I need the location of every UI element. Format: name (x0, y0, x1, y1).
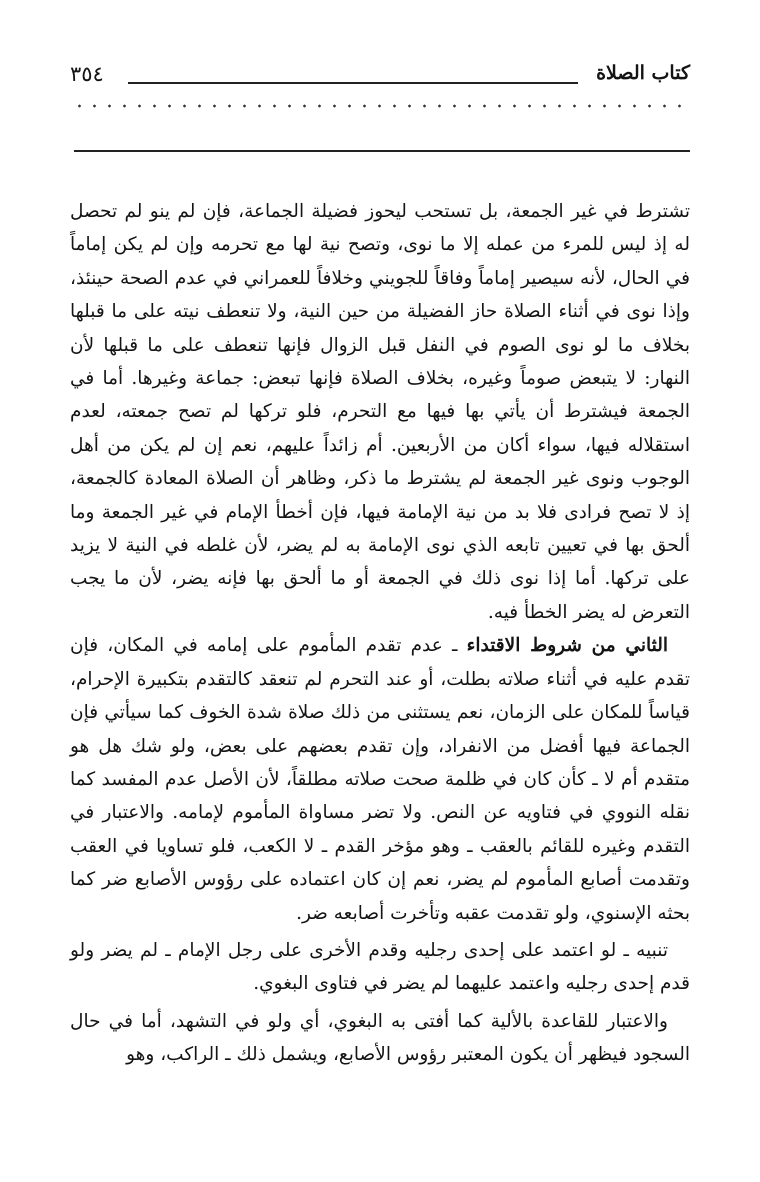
page-header (70, 62, 690, 92)
paragraph-4-text: والاعتبار للقاعدة بالألية كما أفتى به البغوي، أي ولو في التشهد، أما في حال السجود فيظهر أن يكون المعتبر رؤوس الأصابع، ويشمل ذلك ـ الراكب، وهو (70, 1010, 690, 1066)
paragraph-2-text: ـ عدم تقدم المأموم على إمامه في المكان، فإن تقدم عليه في أثناء صلاته بطلت، أو عند التحرم لم تنعقد كالتقدم بتكبيرة الإحرام، قياساً للمكان على الزمان، نعم يستثنى من ذلك صلاة شدة الخوف كما سيأتي فإن الجماعة فيها أفضل من الانفراد، وإن تقدم بعضهم على بعض، ولو شك هل هو متقدم أم لا ـ كأن كان في ظلمة صحت صلاته مطلقاً، لأن الأصل عدم المفسد كما نقله النووي في فتاويه عن النص. ولا تضر مساواة المأموم لإمامه. والاعتبار في التقدم وغيره للقائم بالعقب ـ وهو مؤخر القدم ـ لا الكعب، فلو تساويا في العقب وتقدمت أصابع المأموم لم يضر، نعم إن كان اعتماده على رؤوس الأصابع ضر كما بحثه الإسنوي، ولو تقدمت عقبه وتأخرت أصابعه ضر. (70, 635, 690, 924)
paragraph-3 (70, 934, 690, 1001)
page-body-text (70, 195, 690, 1072)
paragraph-4 (70, 1005, 690, 1072)
paragraph-1-text: تشترط في غير الجمعة، بل تستحب ليحوز فضيلة الجماعة، فإن لم ينو لم تحصل له إذ ليس للمرء من عمله إلا ما نوى، وتصح نية لها مع تحرمه وإن لم يكن إماماً في الحال، لأنه سيصير إماماً وفاقاً للجويني وخلافاً للعمراني في عدم الصحة حينئذ، وإذا نوى في أثناء الصلاة حاز الفضيلة من حين النية، ولا تنعطف نيته على ما قبلها بخلاف ما لو نوى الصوم في النفل قبل الزوال فإنها تنعطف على ما قبلها لأن النهار: لا يتبعض صوماً وغيره، بخلاف الصلاة فإنها تبعض: جماعة وغيرها. أما في الجمعة فيشترط أن يأتي بها فيها مع التحرم، فلو تركها لم تصح جمعته، لعدم استقلاله فيها، سواء أكان من الأربعين. أم زائداً عليهم، نعم إن لم يكن من أهل الوجوب ونوى غير الجمعة لم يشترط ما ذكر، وظاهر أن الصلاة المعادة كالجمعة، إذ لا تصح فرادى فلا بد من نية الإمامة فيها، فإن أخطأ الإمام في غير الجمعة وما ألحق بها في تعيين تابعه الذي نوى الإمامة به لم يضر، لأن غلطه في النية لا يزيد على تركها. أما إذا نوى ذلك في الجمعة أو ما ألحق بها فإنه يضر، لأن ما يجب التعرض له يضر الخطأ فيه. (70, 201, 690, 623)
paragraph-2 (70, 629, 690, 930)
paragraph-3-text: تنبيه ـ لو اعتمد على إحدى رجليه وقدم الأخرى على رجل الإمام ـ لم يضر ولو قدم إحدى رجليه واعتمد عليهما لم يضر في فتاوى البغوي. (70, 939, 690, 995)
body-separator-rule (74, 150, 690, 152)
running-title: كتاب الصلاة (596, 62, 690, 84)
page-number: ٣٥٤ (70, 62, 104, 86)
paragraph-1 (70, 195, 690, 629)
section-heading: الثاني من شروط الاقتداء (466, 635, 668, 657)
header-rule (128, 82, 578, 84)
dotted-separator (72, 103, 690, 109)
